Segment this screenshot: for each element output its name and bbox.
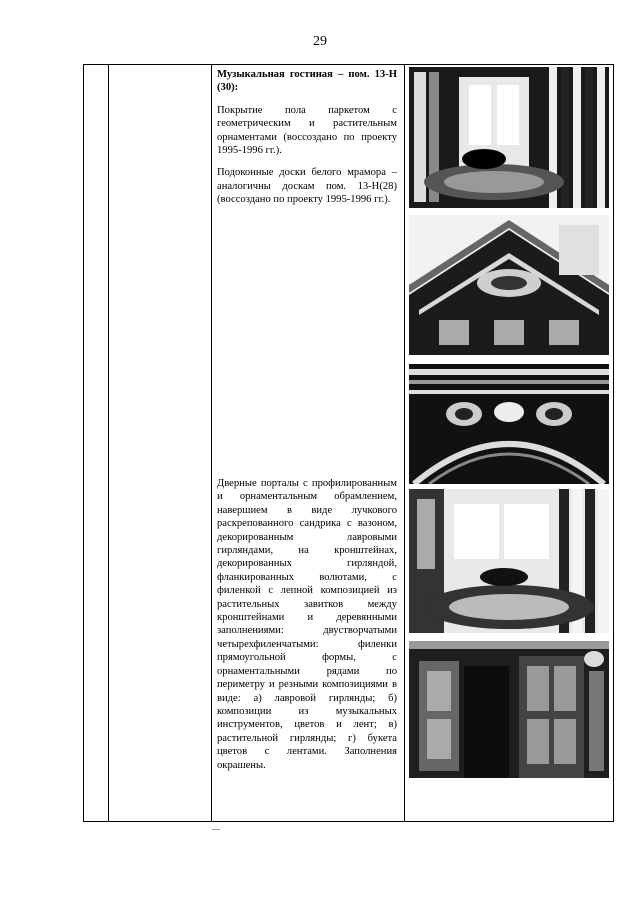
- description-top: [217, 68, 397, 216]
- description-bottom: [217, 477, 397, 781]
- photo-ornamental-arch: [409, 364, 609, 484]
- sill-description: Подоконные доски белого мрамора – аналогичны доскам пом. 13-Н(28) (воссоздано по проекту 1995-1996 гг.).: [217, 167, 397, 206]
- table-right-border: [613, 64, 614, 822]
- section-heading: Музыкальная гостиная – пом. 13-Н (30):: [217, 69, 397, 94]
- column-divider-3: [404, 64, 405, 822]
- table-bottom-border: [83, 821, 614, 822]
- footer-mark: [212, 829, 220, 830]
- windows-photo-graphic: [409, 489, 609, 633]
- interior-photo-graphic: [409, 67, 609, 208]
- table-left-border: [83, 64, 84, 822]
- page-number: 29: [313, 34, 327, 49]
- column-divider-2: [211, 64, 212, 822]
- photo-music-salon-interior: [409, 67, 609, 208]
- photo-door-portal: [409, 641, 609, 778]
- door-photo-graphic: [409, 641, 609, 778]
- floor-description: Покрытие пола паркетом с геометрическим и растительным орнаментами (воссоздано по проекту 1995-1996 гг.).: [217, 104, 397, 157]
- photo-music-salon-windows: [409, 489, 609, 633]
- table-top-border: [83, 64, 614, 65]
- column-divider-1: [108, 64, 109, 822]
- arch-photo-graphic: [409, 364, 609, 484]
- photo-ceiling-cornice: [409, 215, 609, 355]
- door-portal-description: Дверные порталы с профилированным и орнаментальным обрамлением, навершием в виде лучкового раскрепованного сандрика с вазоном, декорированным лавровыми гирляндами, на кронштейнах, декорированных гирляндой, фланкированных волютами, с филенкой с лепной композицией из растительных завитков между кронштейнами и деревянными заполнениями: двустворчатыми четырехфиленчатыми: филенки прямоугольной формы, с орнаментальными рядами по периметру и резными композициями в виде: а) лавровой гирлянды; б) композиции из музыкальных инструментов, цветов и лент; в) растительной гирлянды; г) букета цветов с лентами. Заполнения окрашены.: [217, 478, 397, 771]
- cornice-photo-graphic: [409, 215, 609, 355]
